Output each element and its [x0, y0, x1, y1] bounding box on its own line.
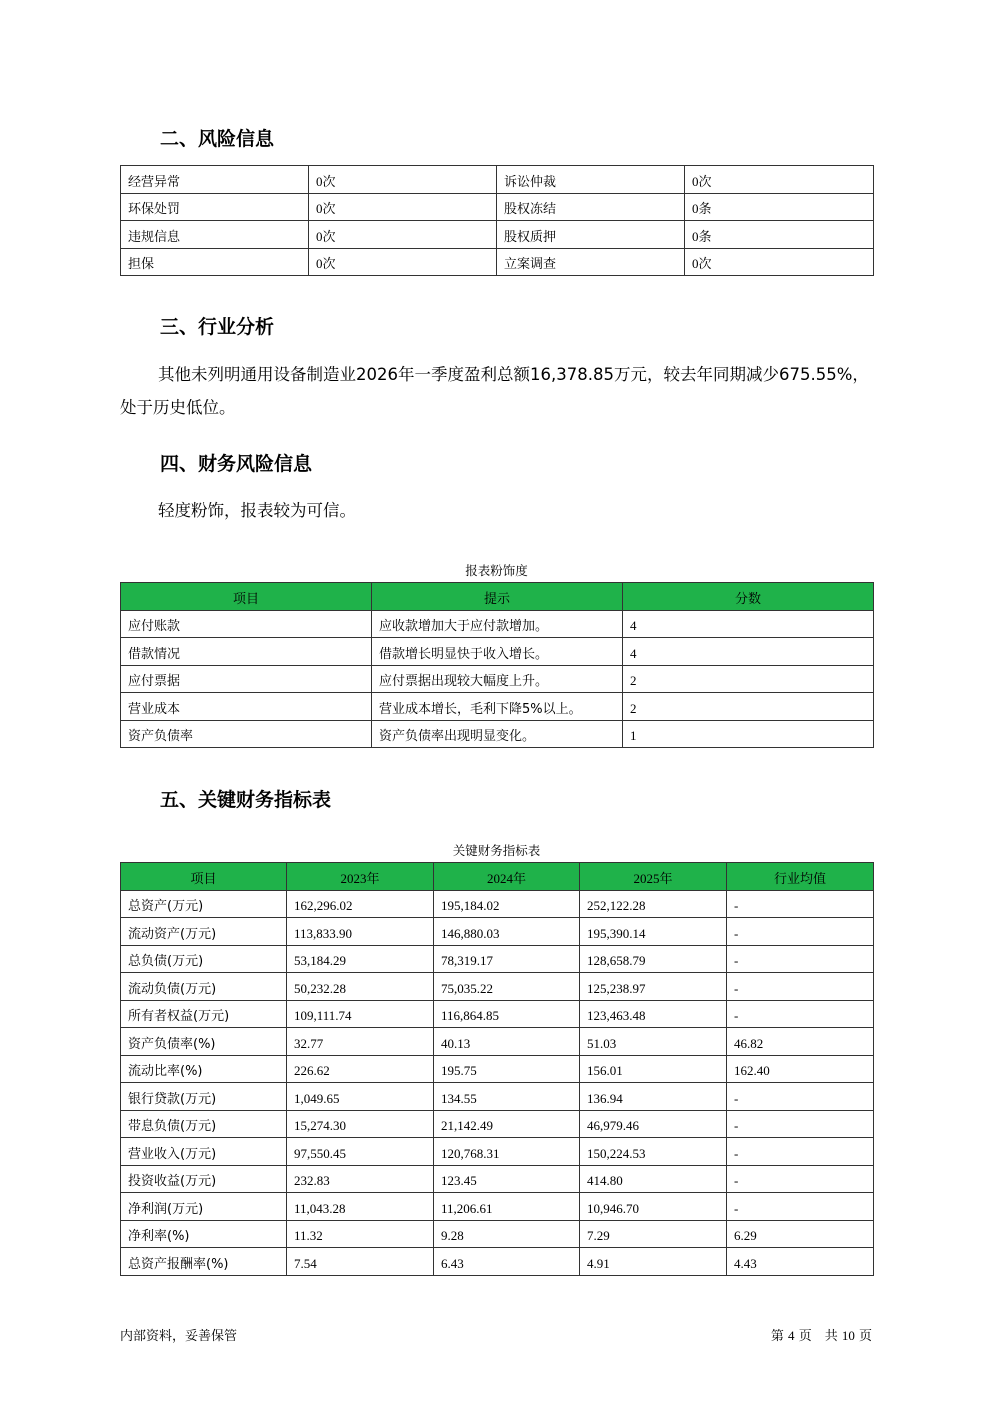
table-cell-text: 150,224.53	[587, 1145, 646, 1161]
table-cell	[287, 918, 434, 946]
table-cell-text: 4.91	[587, 1255, 610, 1271]
table-cell-text: 0条	[692, 201, 712, 216]
table-cell	[121, 665, 372, 693]
table-cell-text: 2	[630, 700, 637, 716]
table-cell	[121, 1248, 287, 1276]
table-cell	[287, 890, 434, 918]
table-cell-text: 总负债(万元)	[128, 954, 204, 969]
table-cell	[434, 890, 580, 918]
table-cell	[497, 193, 685, 221]
column-header-text: 项目	[232, 591, 259, 607]
table-cell-text: 营业成本	[128, 701, 181, 717]
table-cell-text: 经营异常	[128, 174, 181, 190]
table-row	[121, 890, 874, 918]
table-cell-text: 0次	[316, 173, 336, 189]
table-cell	[121, 1055, 287, 1083]
table-cell-text: 116,864.85	[441, 1008, 500, 1023]
table-cell-text: 股权冻结	[504, 202, 557, 217]
table-cell	[685, 193, 874, 221]
table-cell-text: -	[734, 1173, 739, 1188]
table-cell	[287, 1248, 434, 1276]
table-cell	[372, 638, 623, 666]
table-cell-text: 4	[630, 645, 637, 661]
column-header	[121, 863, 287, 891]
table-cell	[121, 166, 309, 194]
column-header-text: 提示	[483, 591, 510, 607]
table-cell	[434, 1028, 580, 1056]
table-row	[121, 166, 874, 194]
table-cell-text: 113,833.90	[294, 925, 353, 941]
table-cell-text: 1,049.65	[294, 1090, 340, 1106]
table-row	[121, 1000, 874, 1028]
table-cell-text: 应付票据	[128, 674, 181, 689]
table-cell	[727, 1165, 874, 1193]
table-cell	[623, 665, 874, 693]
table-cell	[287, 1138, 434, 1166]
table-cell	[727, 1083, 874, 1111]
table-cell-text: 78,319.17	[441, 953, 493, 968]
table-cell	[580, 945, 727, 973]
table-cell	[434, 1110, 580, 1138]
table-cell	[580, 1000, 727, 1028]
table-cell	[287, 1055, 434, 1083]
table-cell	[434, 1248, 580, 1276]
table-row	[121, 248, 874, 276]
table-cell	[727, 1193, 874, 1221]
table-cell	[580, 1220, 727, 1248]
table-cell-text: 流动负债(万元)	[128, 981, 217, 997]
table-cell-text: 75,035.22	[441, 980, 493, 996]
table-cell-text: 应付账款	[128, 619, 181, 634]
footer-note: 内部资料，妥善保管	[120, 1329, 238, 1344]
table-cell-text: 162.40	[734, 1063, 770, 1078]
section-title-financial-risk: 四、财务风险信息	[160, 453, 313, 475]
table-cell	[121, 1028, 287, 1056]
table-row	[121, 665, 874, 693]
total-pages: 10	[841, 1328, 855, 1343]
table-cell	[580, 1110, 727, 1138]
table-cell	[580, 1165, 727, 1193]
table-cell	[121, 248, 309, 276]
table-row	[121, 1193, 874, 1221]
table-cell-text: -	[734, 898, 739, 913]
table-cell	[497, 221, 685, 249]
table-cell	[287, 1110, 434, 1138]
column-header	[623, 583, 874, 611]
table-cell-text: -	[734, 1118, 739, 1133]
table-cell-text: 40.13	[441, 1035, 471, 1051]
table-cell	[685, 248, 874, 276]
table-row	[121, 610, 874, 638]
table-cell-text: 4.43	[734, 1255, 757, 1271]
table-cell	[121, 1110, 287, 1138]
table-cell	[727, 1110, 874, 1138]
table-cell	[372, 693, 623, 721]
table-cell	[580, 1248, 727, 1276]
table-cell	[727, 1028, 874, 1056]
table-cell-text: 232.83	[294, 1173, 330, 1188]
table-cell	[121, 1083, 287, 1111]
table-cell	[497, 248, 685, 276]
table-cell-text: 125,238.97	[587, 980, 646, 996]
table-row	[121, 1083, 874, 1111]
table-row	[121, 1055, 874, 1083]
table-cell	[685, 166, 874, 194]
table-cell	[434, 1083, 580, 1111]
table-row	[121, 221, 874, 249]
table-cell-text: 流动资产(万元)	[128, 926, 217, 942]
table-cell	[434, 1000, 580, 1028]
table-cell	[727, 973, 874, 1001]
table-cell-text: -	[734, 953, 739, 968]
table-cell-text: 156.01	[587, 1063, 623, 1078]
table-cell-text: 0条	[692, 228, 712, 244]
table-cell-text: 195,390.14	[587, 925, 646, 941]
table-row	[121, 638, 874, 666]
table-cell	[580, 1055, 727, 1083]
page-number	[771, 1325, 872, 1344]
table-cell-text: 11,206.61	[441, 1200, 493, 1216]
table-cell-text: 营业收入(万元)	[128, 1146, 217, 1162]
table-cell-text: -	[734, 980, 739, 996]
table-cell	[623, 720, 874, 748]
table-row	[121, 1248, 874, 1276]
column-header	[287, 863, 434, 891]
financial-risk-paragraph: 轻度粉饰，报表较为可信。	[158, 501, 356, 520]
column-header	[727, 863, 874, 891]
table-cell-text: 带息负债(万元)	[128, 1119, 217, 1134]
table-cell-text: 立案调查	[504, 257, 557, 272]
table-cell-text: -	[734, 1145, 739, 1161]
table-cell	[580, 1028, 727, 1056]
current-page: 4	[788, 1328, 795, 1343]
table-cell-text: 应付票据出现较大幅度上升。	[379, 674, 549, 689]
table-cell-text: 应收款增加大于应付款增加。	[379, 619, 549, 634]
table-cell-text: 0次	[692, 173, 712, 189]
industry-paragraph: 其他未列明通用设备制造业2026年一季度盈利总额16,378.85万元，较去年同期减少675.55%，处于历史低位。	[120, 365, 869, 417]
table-cell	[434, 1138, 580, 1166]
table-cell	[309, 248, 497, 276]
risk-table	[120, 165, 874, 276]
table-cell-text: 0次	[316, 256, 336, 271]
table-cell	[121, 973, 287, 1001]
section-title-industry: 三、行业分析	[160, 316, 275, 338]
table-cell-text: 营业成本增长，毛利下降5%以上。	[379, 701, 582, 717]
table-row	[121, 1165, 874, 1193]
table-cell-text: 0次	[316, 201, 336, 216]
table-cell	[727, 1000, 874, 1028]
table-cell-text: 32.77	[294, 1035, 324, 1051]
page-mid: 页 共	[798, 1329, 838, 1344]
table-cell	[287, 1165, 434, 1193]
table-cell-text: 128,658.79	[587, 953, 646, 968]
table-cell-text: 0次	[316, 228, 336, 244]
key-financial-table	[120, 862, 874, 1276]
table-cell-text: 0次	[692, 256, 712, 271]
table-cell-text: 净利率(%)	[128, 1229, 190, 1244]
table-cell	[623, 638, 874, 666]
table-cell-text: 123.45	[441, 1173, 477, 1188]
table-cell-text: 6.43	[441, 1255, 464, 1271]
table-cell-text: 195.75	[441, 1063, 477, 1078]
table-cell	[121, 1220, 287, 1248]
table-cell	[727, 945, 874, 973]
table-cell-text: 11,043.28	[294, 1200, 346, 1216]
embellish-table	[120, 582, 874, 748]
table-cell	[434, 918, 580, 946]
table-cell	[309, 221, 497, 249]
column-header-text: 2025年	[633, 870, 673, 886]
table-cell-text: 2	[630, 673, 637, 688]
table-cell	[727, 1138, 874, 1166]
table-cell-text: 资产负债率(%)	[128, 1036, 216, 1052]
table-cell-text: 120,768.31	[441, 1145, 500, 1161]
table-cell-text: 162,296.02	[294, 898, 353, 913]
table-cell	[727, 1055, 874, 1083]
table-cell	[121, 720, 372, 748]
table-row	[121, 945, 874, 973]
table-cell	[434, 1193, 580, 1221]
table-cell	[287, 1083, 434, 1111]
table-cell	[121, 610, 372, 638]
table-row	[121, 918, 874, 946]
table-cell	[287, 1193, 434, 1221]
table-cell-text: 134.55	[441, 1090, 477, 1106]
table-row	[121, 1110, 874, 1138]
table-cell-text: 1	[630, 728, 637, 743]
table-cell	[121, 918, 287, 946]
table-cell	[121, 1000, 287, 1028]
table-cell-text: 担保	[128, 257, 155, 272]
table-row	[121, 973, 874, 1001]
table-cell-text: 146,880.03	[441, 925, 500, 941]
table-cell-text: 借款情况	[128, 646, 181, 662]
table-cell-text: 流动比率(%)	[128, 1064, 203, 1079]
table-cell-text: 252,122.28	[587, 898, 646, 913]
table-cell-text: 46,979.46	[587, 1118, 639, 1133]
table-cell	[287, 945, 434, 973]
table-cell	[685, 221, 874, 249]
column-header	[580, 863, 727, 891]
table-cell-text: 51.03	[587, 1035, 617, 1051]
table-cell-text: 总资产报酬率(%)	[128, 1256, 229, 1272]
table-cell	[309, 166, 497, 194]
column-header	[121, 583, 372, 611]
table-cell	[434, 1055, 580, 1083]
embellish-table-caption: 报表粉饰度	[465, 563, 528, 578]
table-cell	[727, 1248, 874, 1276]
table-cell	[623, 610, 874, 638]
table-cell	[121, 945, 287, 973]
table-cell-text: 53,184.29	[294, 953, 346, 968]
table-cell-text: -	[734, 925, 739, 941]
table-cell	[121, 193, 309, 221]
table-row	[121, 193, 874, 221]
table-cell-text: 4	[630, 618, 637, 633]
column-header-text: 行业均值	[773, 871, 826, 887]
key-table-caption: 关键财务指标表	[452, 843, 541, 858]
table-cell-text: 109,111.74	[294, 1008, 352, 1023]
table-cell	[580, 1138, 727, 1166]
table-row	[121, 1138, 874, 1166]
table-row	[121, 720, 874, 748]
column-header-text: 2023年	[340, 870, 380, 886]
table-cell	[434, 945, 580, 973]
table-cell	[434, 1165, 580, 1193]
table-cell-text: 50,232.28	[294, 980, 346, 996]
table-cell-text: 46.82	[734, 1035, 764, 1051]
table-cell	[121, 638, 372, 666]
table-cell-text: 净利润(万元)	[128, 1201, 204, 1217]
table-cell	[121, 1193, 287, 1221]
table-cell-text: 银行贷款(万元)	[128, 1091, 217, 1107]
table-cell	[287, 973, 434, 1001]
column-header	[372, 583, 623, 611]
section-title-risk: 二、风险信息	[160, 128, 275, 150]
table-cell	[727, 1220, 874, 1248]
table-cell	[372, 720, 623, 748]
table-cell	[580, 1083, 727, 1111]
table-cell-text: 9.28	[441, 1228, 464, 1243]
table-row	[121, 693, 874, 721]
table-cell	[287, 1000, 434, 1028]
table-cell-text: 15,274.30	[294, 1118, 346, 1133]
table-cell-text: 所有者权益(万元)	[128, 1009, 230, 1024]
table-cell	[727, 890, 874, 918]
table-cell-text: 环保处罚	[128, 202, 181, 217]
table-cell	[121, 1165, 287, 1193]
table-cell-text: 21,142.49	[441, 1118, 493, 1133]
table-cell-text: 11.32	[294, 1228, 323, 1243]
table-cell	[580, 890, 727, 918]
table-cell-text: 资产负债率	[128, 729, 194, 744]
table-row	[121, 1028, 874, 1056]
table-cell-text: 97,550.45	[294, 1145, 346, 1161]
table-cell	[580, 918, 727, 946]
table-row	[121, 1220, 874, 1248]
table-cell-text: 10,946.70	[587, 1200, 639, 1216]
table-cell	[434, 1220, 580, 1248]
table-cell	[121, 890, 287, 918]
table-cell-text: -	[734, 1008, 739, 1023]
table-cell-text: 195,184.02	[441, 898, 500, 913]
page-suffix: 页	[858, 1329, 872, 1344]
table-cell	[623, 693, 874, 721]
table-cell	[287, 1220, 434, 1248]
table-cell	[580, 1193, 727, 1221]
table-cell	[497, 166, 685, 194]
table-cell-text: 资产负债率出现明显变化。	[379, 729, 536, 744]
section-title-key-financial: 五、关键财务指标表	[160, 789, 332, 811]
table-cell	[121, 693, 372, 721]
table-cell-text: -	[734, 1200, 739, 1216]
table-cell-text: 123,463.48	[587, 1008, 646, 1023]
page-prefix: 第	[770, 1329, 784, 1344]
table-cell-text: 6.29	[734, 1228, 757, 1243]
table-cell-text: 7.29	[587, 1228, 610, 1243]
column-header-text: 2024年	[486, 870, 526, 886]
table-cell-text: 414.80	[587, 1173, 623, 1188]
table-cell	[121, 1138, 287, 1166]
table-cell	[287, 1028, 434, 1056]
table-cell	[121, 221, 309, 249]
table-cell	[309, 193, 497, 221]
table-cell-text: 投资收益(万元)	[128, 1174, 217, 1189]
column-header	[434, 863, 580, 891]
table-cell-text: 总资产(万元)	[128, 899, 204, 914]
table-cell-text: 7.54	[294, 1255, 317, 1271]
table-cell	[580, 973, 727, 1001]
table-cell	[372, 665, 623, 693]
table-cell-text: -	[734, 1090, 739, 1106]
table-cell-text: 借款增长明显快于收入增长。	[379, 646, 549, 662]
table-cell-text: 股权质押	[504, 229, 557, 245]
table-cell-text: 226.62	[294, 1063, 330, 1078]
column-header-text: 分数	[734, 591, 761, 607]
table-cell	[727, 918, 874, 946]
column-header-text: 项目	[190, 871, 217, 887]
table-cell-text: 诉讼仲裁	[504, 174, 557, 190]
table-cell-text: 136.94	[587, 1090, 623, 1106]
table-cell-text: 违规信息	[128, 229, 181, 245]
table-cell	[372, 610, 623, 638]
table-cell	[434, 973, 580, 1001]
